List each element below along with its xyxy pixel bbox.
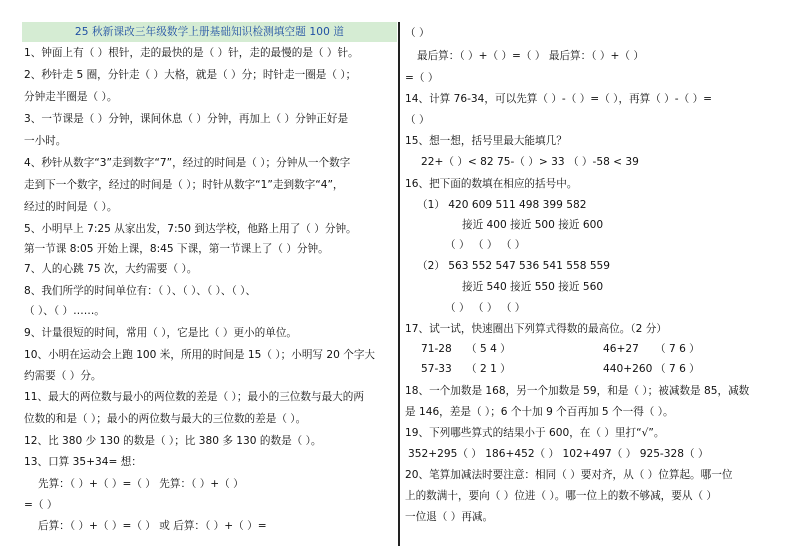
left-line: 5、小明早上 7:25 从家出发，7:50 到达学校，他路上用了（ ）分钟。 xyxy=(24,223,357,235)
right-line: 上的数满十，要向（ ）位进（ ）。哪一位上的数不够减，要从（ ） xyxy=(405,490,718,502)
q17-digits: （ 2 1 ） xyxy=(466,363,511,375)
right-line: （ ） xyxy=(405,27,430,39)
left-line: 约需要（ ）分。 xyxy=(24,370,102,382)
q17-expression: 71-28 xyxy=(421,343,452,355)
right-line: （1） 420 609 511 498 399 582 xyxy=(417,199,587,211)
left-line: （ ）、（ ）……。 xyxy=(24,305,105,317)
right-line: 最后算：（ ）+（ ）=（ ） 最后算：（ ）+（ ） xyxy=(417,50,644,62)
left-line: 1、钟面上有（ ）根针，走的最快的是（ ）针，走的最慢的是（ ）针。 xyxy=(24,47,359,59)
left-line: 3、一节课是（ ）分钟，课间休息（ ）分钟，再加上（ ）分钟正好是 xyxy=(24,113,349,125)
left-line: 走到下一个数字，经过的时间是（ ）；时针从数字“1”走到数字“4”， xyxy=(24,179,344,191)
left-line: 9、计量很短的时间，常用（ ），它是比（ ）更小的单位。 xyxy=(24,327,298,339)
left-line: 2、秒针走 5 圈，分针走（ ）大格，就是（ ）分；时针走一圈是（ ）； xyxy=(24,69,357,81)
right-line: 接近 540 接近 550 接近 560 xyxy=(462,281,604,293)
right-line: 18、一个加数是 168，另一个加数是 59，和是（ ）；被减数是 85，减数 xyxy=(405,385,750,397)
right-line: 22+（ ）< 82 75-（ ）> 33 （ ）-58 < 39 xyxy=(421,156,639,168)
left-line: 4、秒针从数字“3”走到数字“7”，经过的时间是（ ）；分钟从一个数字 xyxy=(24,157,351,169)
left-line: 12、比 380 少 130 的数是（ ）；比 380 多 130 的数是（ ）。 xyxy=(24,435,322,447)
left-line: 8、我们所学的时间单位有：（ ）、（ ）、（ ）、（ ）、 xyxy=(24,285,257,297)
right-line: （ ） xyxy=(405,114,430,126)
left-line: 7、人的心跳 75 次，大约需要（ ）。 xyxy=(24,263,198,275)
page-title: 25 秋新课改三年级数学上册基础知识检测填空题 100 道 xyxy=(22,22,397,42)
left-line: 11、最大的两位数与最小的两位数的差是（ ）；最小的三位数与最大的两 xyxy=(24,391,364,403)
right-line: （2） 563 552 547 536 541 558 559 xyxy=(417,260,611,272)
left-line: 10、小明在运动会上跑 100 米，所用的时间是 15（ ）；小明写 20 个字大 xyxy=(24,349,376,361)
left-line: 先算：（ ）+（ ）=（ ） 先算：（ ）+（ ） xyxy=(38,478,244,490)
q17-expression: 440+260 xyxy=(603,363,653,375)
left-line: 后算：（ ）+（ ）=（ ） 或 后算：（ ）+（ ）= xyxy=(38,520,267,532)
right-line: 接近 400 接近 500 接近 600 xyxy=(462,219,604,231)
right-line: =（ ） xyxy=(405,72,439,84)
right-line: 352+295（ ） 186+452（ ） 102+497（ ） 925-328（ ） xyxy=(408,448,709,460)
column-divider xyxy=(398,22,400,546)
right-line: 一位退（ ）再减。 xyxy=(405,511,494,523)
left-line: 第一节课 8:05 开始上课，8:45 下课，第一节课上了（ ）分钟。 xyxy=(24,243,329,255)
q17-digits: （ 5 4 ） xyxy=(466,343,511,355)
right-line: 是 146，差是（ ）；6 个十加 9 个百再加 5 个一得（ ）。 xyxy=(405,406,674,418)
left-line: 分钟走半圈是（ ）。 xyxy=(24,91,118,103)
left-line: =（ ） xyxy=(24,499,58,511)
right-line: （ ） （ ） （ ） xyxy=(445,302,526,314)
q17-expression: 57-33 xyxy=(421,363,452,375)
left-line: 13、口算 35+34= 想： xyxy=(24,456,142,468)
right-line: （ ） （ ） （ ） xyxy=(445,239,526,251)
right-line: 19、下列哪些算式的结果小于 600，在（ ）里打“√”。 xyxy=(405,427,665,439)
left-line: 经过的时间是（ ）。 xyxy=(24,201,118,213)
q17-digits: （ 7 6 ） xyxy=(655,343,700,355)
right-line: 17、试一试，快速圈出下列算式得数的最高位。（2 分） xyxy=(405,323,667,335)
q17-digits: （ 7 6 ） xyxy=(655,363,700,375)
right-line: 20、笔算加减法时要注意：相同（ ）要对齐，从（ ）位算起。哪一位 xyxy=(405,469,733,481)
right-line: 16、把下面的数填在相应的括号中。 xyxy=(405,178,578,190)
left-line: 位数的和是（ ）；最小的两位数与最大的三位数的差是（ ）。 xyxy=(24,413,307,425)
right-line: 15、想一想，括号里最大能填几？ xyxy=(405,135,567,147)
right-line: 14、计算 76-34，可以先算（ ）-（ ）=（ ），再算（ ）-（ ）= xyxy=(405,93,713,105)
left-line: 一小时。 xyxy=(24,135,67,147)
q17-expression: 46+27 xyxy=(603,343,639,355)
